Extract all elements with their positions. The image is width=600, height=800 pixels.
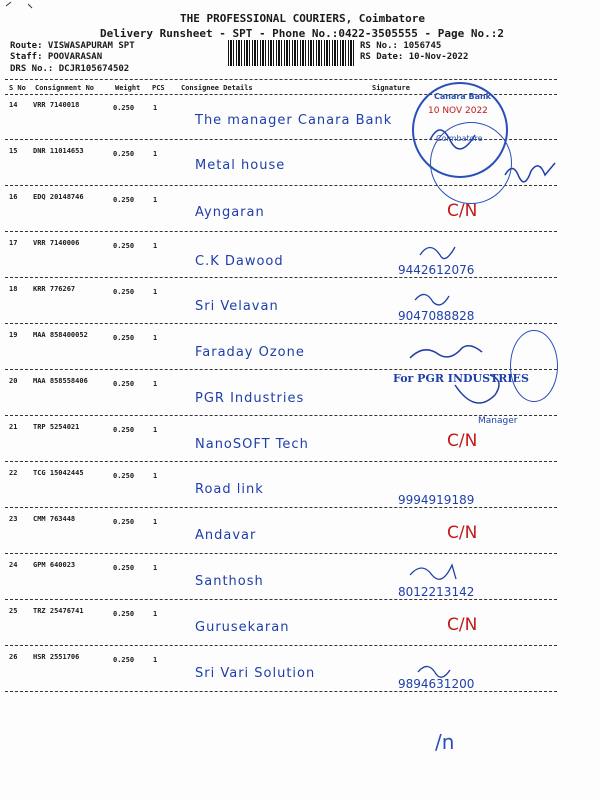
row-consignee: PGR Industries [195, 391, 305, 406]
row-consignment: TRP 5254021 [33, 423, 80, 431]
col-consignee: Consignee Details [181, 84, 253, 92]
stamp-branch: Coimbatore [436, 134, 483, 143]
row-consignment: VRR 7140006 [33, 239, 80, 247]
row-sno: 14 [9, 101, 18, 109]
row-pcs: 1 [153, 288, 158, 296]
sig-row24-scribble [410, 565, 456, 579]
row-signature-phone: 8012213142 [398, 585, 475, 599]
row-signature-phone: 9442612076 [398, 263, 475, 277]
runsheet-title: Delivery Runsheet - SPT - Phone No.:0422-3505555 - Page No.:2 [100, 27, 504, 40]
stamp-date: 10 NOV 2022 [428, 106, 488, 116]
row-consignment: EDQ 20148746 [33, 193, 84, 201]
row-sno: 23 [9, 515, 18, 523]
row-sno: 25 [9, 607, 18, 615]
company-title: THE PROFESSIONAL COURIERS, Coimbatore [180, 12, 426, 25]
row-weight: 0.250 [113, 242, 135, 250]
row-weight: 0.250 [113, 334, 135, 342]
row-pcs: 1 [153, 518, 158, 526]
col-signature: Signature [372, 84, 410, 92]
sig-row19-scribble [410, 346, 482, 358]
row-sno: 19 [9, 331, 18, 339]
row-consignment: MAA 858400052 [33, 331, 88, 339]
row-weight: 0.250 [113, 288, 135, 296]
staff-label: Staff: POOVARASAN [10, 52, 103, 62]
row-signature-phone: 9994919189 [398, 493, 475, 507]
footer-mark: /n [435, 730, 455, 754]
row-consignee: Road link [195, 482, 264, 497]
row-consignee: NanoSOFT Tech [195, 437, 309, 452]
row-weight: 0.250 [113, 196, 135, 204]
col-sno: S No [9, 84, 26, 92]
row-weight: 0.250 [113, 104, 135, 112]
row-pcs: 1 [153, 564, 158, 572]
row-sno: 20 [9, 377, 18, 385]
row-pcs: 1 [153, 196, 158, 204]
row-sno: 22 [9, 469, 18, 477]
col-consignment: Consignment No [35, 84, 95, 92]
row-signature-phone: 9894631200 [398, 677, 475, 691]
row-sno: 21 [9, 423, 18, 431]
row-consignment: VRR 7140018 [33, 101, 80, 109]
rs-date: RS Date: 10-Nov-2022 [360, 52, 469, 62]
row-weight: 0.250 [113, 380, 135, 388]
row-consignee: The manager Canara Bank [195, 113, 393, 128]
row-signature-phone: 9047088828 [398, 309, 475, 323]
stamp-bank-name: Canara Bank [434, 92, 492, 101]
row-weight: 0.250 [113, 610, 135, 618]
row-consignee: Santhosh [195, 574, 264, 589]
row-sno: 18 [9, 285, 18, 293]
col-pcs: PCS [152, 84, 165, 92]
row-sno: 16 [9, 193, 18, 201]
row-pcs: 1 [153, 380, 158, 388]
row-consignee: Faraday Ozone [195, 345, 305, 360]
row-weight: 0.250 [113, 472, 135, 480]
row-sno: 17 [9, 239, 18, 247]
row-consignment: HSR 2551706 [33, 653, 80, 661]
row-pcs: 1 [153, 656, 158, 664]
row-consignee: Metal house [195, 158, 286, 173]
row-weight: 0.250 [113, 426, 135, 434]
sig-row15-scribble [505, 163, 555, 182]
row-sno: 24 [9, 561, 18, 569]
row-weight: 0.250 [113, 564, 135, 572]
sig-row17-scribble [420, 247, 455, 259]
row-pcs: 1 [153, 334, 158, 342]
row-consignment: GPM 640023 [33, 561, 76, 569]
row-consignee: Andavar [195, 528, 257, 543]
sig-row18-scribble [415, 294, 449, 304]
row-weight: 0.250 [113, 150, 135, 158]
row-weight: 0.250 [113, 656, 135, 664]
corner-mark [6, 2, 32, 8]
sig-row14-scribble [430, 130, 475, 149]
row-cn-mark: C/N [447, 431, 478, 451]
row-sno: 15 [9, 147, 18, 155]
row-cn-mark: C/N [447, 523, 478, 543]
row-consignee: C.K Dawood [195, 254, 284, 269]
row-consignment: DNR 11014653 [33, 147, 84, 155]
pgr-stamp-role: Manager [478, 416, 518, 426]
row-pcs: 1 [153, 150, 158, 158]
rs-number: RS No.: 1056745 [360, 41, 442, 51]
row-consignment: TRZ 25476741 [33, 607, 84, 615]
row-consignment: TCG 15042445 [33, 469, 84, 477]
row-pcs: 1 [153, 104, 158, 112]
sig-row20-scribble [455, 375, 499, 403]
row-pcs: 1 [153, 242, 158, 250]
sig-row26-scribble [418, 666, 450, 677]
row-weight: 0.250 [113, 518, 135, 526]
row-pcs: 1 [153, 426, 158, 434]
pgr-stamp-line: For PGR INDUSTRIES [393, 372, 529, 385]
row-cn-mark: C/N [447, 615, 478, 635]
col-weight: Weight [115, 84, 141, 92]
row-consignee: Gurusekaran [195, 620, 290, 635]
row-consignment: MAA 858558406 [33, 377, 88, 385]
route-label: Route: VISWASAPURAM SPT [10, 41, 135, 51]
row-sno: 26 [9, 653, 18, 661]
row-pcs: 1 [153, 610, 158, 618]
row-consignee: Ayngaran [195, 205, 265, 220]
row-cn-mark: C/N [447, 201, 478, 221]
row-pcs: 1 [153, 472, 158, 480]
row-consignee: Sri Velavan [195, 299, 279, 314]
row-consignee: Sri Vari Solution [195, 666, 316, 681]
drs-label: DRS No.: DCJR105674502 [10, 64, 130, 74]
row-consignment: KRR 776267 [33, 285, 76, 293]
row-consignment: CMM 763448 [33, 515, 76, 523]
